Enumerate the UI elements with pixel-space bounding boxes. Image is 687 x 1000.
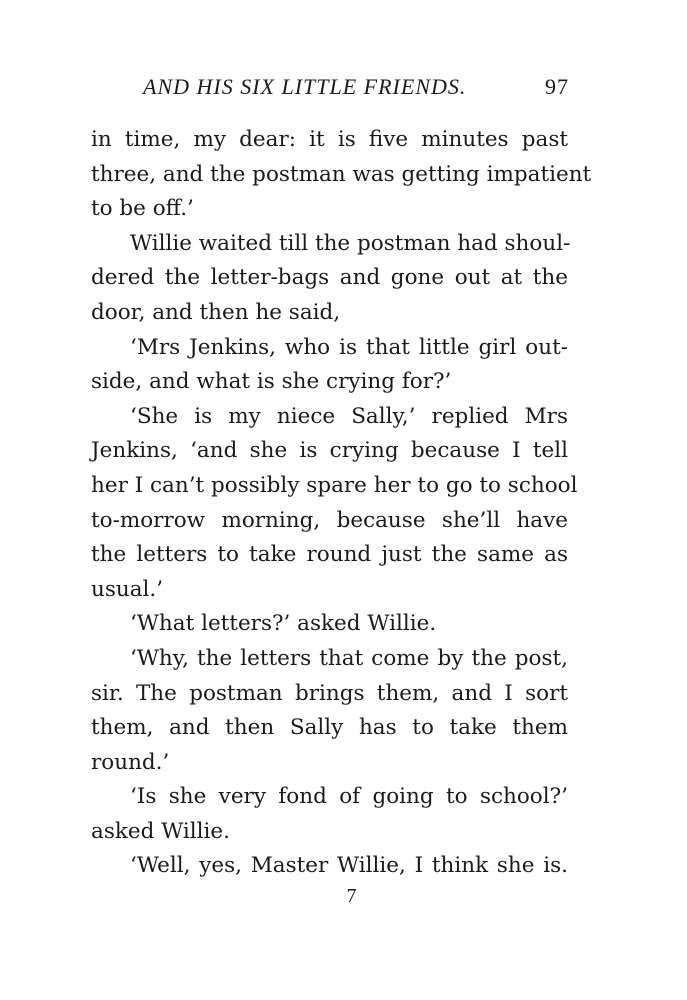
text-line: dered the letter-bags and gone out at the (91, 265, 568, 291)
text-line: round.’ (91, 749, 170, 775)
text-line: to-morrow morning, because she’ll have (91, 507, 568, 533)
running-title: AND HIS SIX LITTLE FRIENDS. (143, 74, 467, 99)
text-line: side, and what is she crying for?’ (91, 369, 452, 395)
text-line: ‘Mrs Jenkins, who is that little girl out- (130, 334, 568, 360)
page-number: 97 (545, 74, 569, 99)
running-head (0, 74, 687, 104)
text-line: to be off.’ (91, 196, 194, 222)
text-line: usual.’ (91, 576, 164, 602)
text-line: ‘She is my niece Sally,’ replied Mrs (130, 403, 568, 429)
text-line: ‘What letters?’ asked Willie. (130, 611, 437, 637)
signature-mark: 7 (346, 885, 357, 907)
text-line: in time, my dear: it is five minutes past (91, 127, 568, 152)
text-line: them, and then Sally has to take them (91, 715, 568, 741)
text-line: the letters to take round just the same as (91, 542, 568, 568)
text-line: Jenkins, ‘and she is crying because I tell (91, 438, 568, 464)
text-line: sir. The postman brings them, and I sort (91, 680, 568, 706)
text-line: three, and the postman was getting impatient (91, 161, 592, 187)
text-line: ‘Well, yes, Master Willie, I think she is. (130, 853, 568, 879)
text-line: ‘Is she very fond of going to school?’ (130, 784, 568, 810)
text-line: asked Willie. (91, 818, 230, 844)
text-line: ‘Why, the letters that come by the post, (130, 645, 568, 671)
text-line: Willie waited till the postman had shoul- (130, 230, 571, 256)
text-line: door, and then he said, (91, 299, 341, 325)
body-text (91, 123, 592, 884)
text-line: her I can’t possibly spare her to go to school (91, 472, 578, 498)
